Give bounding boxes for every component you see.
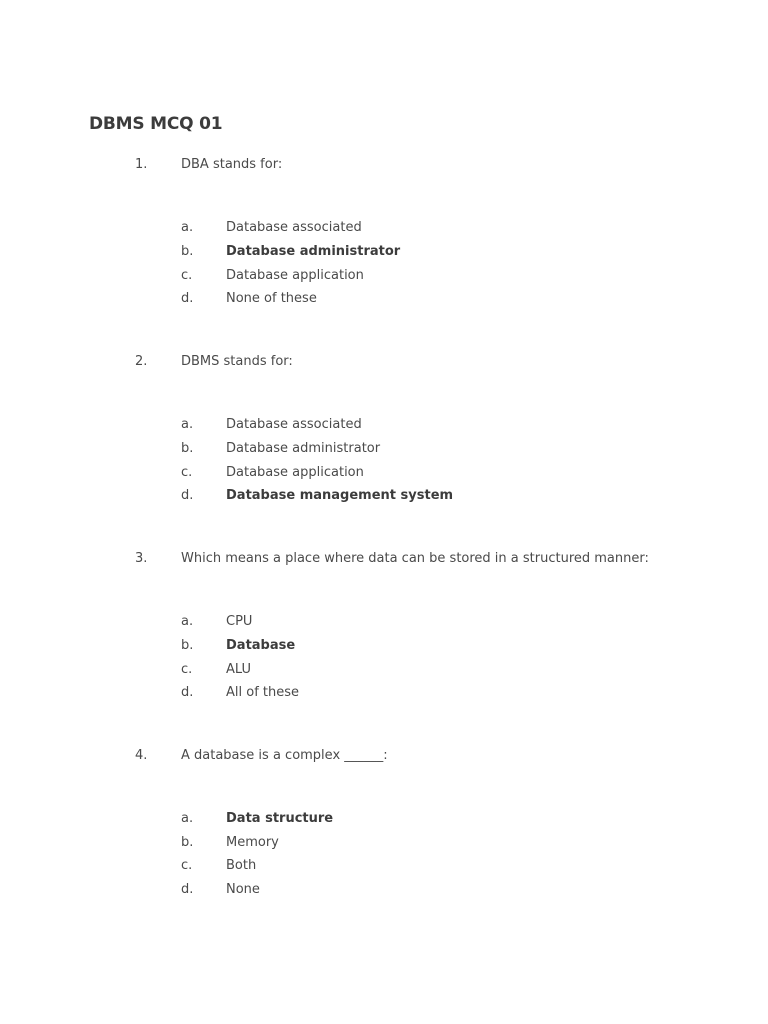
option-1c <box>0 268 768 286</box>
option-text-correct: Database administrator <box>226 244 401 259</box>
question-number: 4. <box>135 748 148 763</box>
option-text: Database administrator <box>226 441 381 456</box>
option-text: None of these <box>226 291 317 306</box>
option-4a <box>0 811 768 829</box>
option-1b <box>0 244 768 262</box>
option-letter: c. <box>181 268 193 283</box>
option-letter: c. <box>181 465 193 480</box>
question-text: DBA stands for: <box>181 157 283 172</box>
option-letter: d. <box>181 685 194 700</box>
option-letter: d. <box>181 882 194 897</box>
option-letter: d. <box>181 488 194 503</box>
option-letter: a. <box>181 614 194 629</box>
option-text-correct: Database management system <box>226 488 454 503</box>
option-letter: a. <box>181 220 194 235</box>
option-letter: d. <box>181 291 194 306</box>
option-1d <box>0 291 768 309</box>
option-text: Database associated <box>226 220 362 235</box>
option-text: CPU <box>226 614 253 629</box>
question-text: DBMS stands for: <box>181 354 293 369</box>
option-letter: a. <box>181 811 194 826</box>
option-4d <box>0 882 768 900</box>
option-4c <box>0 858 768 876</box>
option-text-correct: Database <box>226 638 296 653</box>
option-2b <box>0 441 768 459</box>
option-2a <box>0 417 768 435</box>
option-letter: c. <box>181 662 193 677</box>
option-text: Database application <box>226 268 364 283</box>
question-number: 3. <box>135 551 148 566</box>
question-number: 1. <box>135 157 148 172</box>
option-3b <box>0 638 768 656</box>
option-letter: b. <box>181 244 194 259</box>
option-text: ALU <box>226 662 252 677</box>
question-text: Which means a place where data can be stored in a structured manner: <box>181 551 649 566</box>
question-text: A database is a complex ______: <box>181 748 388 763</box>
option-text-correct: Data structure <box>226 811 334 826</box>
option-1a <box>0 220 768 238</box>
option-text: Database application <box>226 465 364 480</box>
option-4b <box>0 835 768 853</box>
option-3a <box>0 614 768 632</box>
question-number: 2. <box>135 354 148 369</box>
option-text: Both <box>226 858 257 873</box>
option-letter: b. <box>181 835 194 850</box>
option-text: All of these <box>226 685 300 700</box>
option-letter: a. <box>181 417 194 432</box>
option-text: Memory <box>226 835 279 850</box>
option-2c <box>0 465 768 483</box>
option-2d <box>0 488 768 506</box>
option-letter: b. <box>181 638 194 653</box>
page-title: DBMS MCQ 01 <box>89 114 223 134</box>
option-letter: b. <box>181 441 194 456</box>
option-3c <box>0 662 768 680</box>
option-text: Database associated <box>226 417 362 432</box>
option-3d <box>0 685 768 703</box>
option-text: None <box>226 882 260 897</box>
option-letter: c. <box>181 858 193 873</box>
